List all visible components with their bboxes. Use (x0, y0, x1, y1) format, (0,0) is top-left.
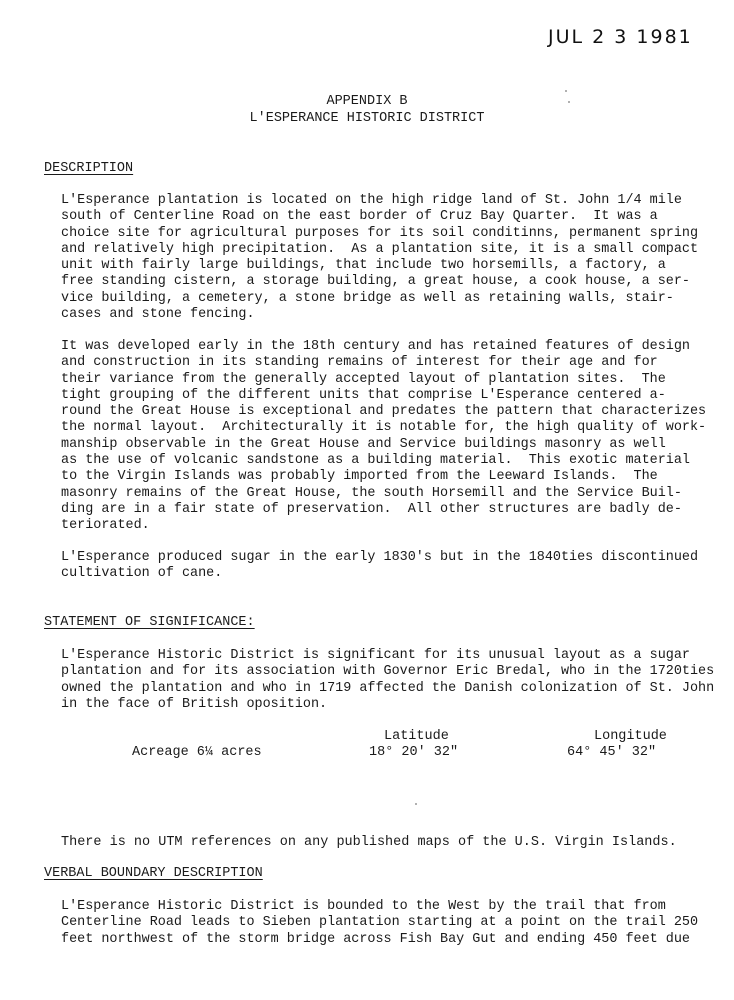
longitude-label: Longitude (594, 729, 667, 744)
scan-speck (565, 90, 567, 92)
scan-speck (415, 803, 417, 805)
date-stamp: JUL 2 3 1981 (548, 26, 693, 48)
description-paragraph-3: L'Esperance produced sugar in the early 1830's but in the 1840ties discontinued cultivation of cane. (61, 550, 699, 582)
significance-paragraph: L'Esperance Historic District is significant for its unusual layout as a sugar plantation and for its association with Governor Eric Bredal, who in the 1720ties owned the plantation and who in 1719 affected the Danish colonization of St. John in the face of British oposition. (61, 648, 715, 712)
utm-note: There is no UTM references on any published maps of the U.S. Virgin Islands. (61, 835, 677, 850)
boundary-heading: VERBAL BOUNDARY DESCRIPTION (44, 866, 263, 881)
scan-speck (568, 101, 570, 103)
description-paragraph-1: L'Esperance plantation is located on the high ridge land of St. John 1/4 mile south of Centerline Road on the east border of Cruz Bay Quarter. It was a choice site for agricultural purposes for its soil conditinns, permanent spring and relatively high precipitation. As a plantation site, it is a small compact unit with fairly large buildings, that include two horsemills, a factory, a free standing cistern, a storage building, a great house, a cook house, a ser- vice building, a cemetery, a stone bridge as well as retaining walls, stair- cases and stone fencing. (61, 193, 699, 323)
appendix-label: APPENDIX B (326, 94, 408, 109)
significance-heading: STATEMENT OF SIGNIFICANCE: (44, 615, 255, 630)
document-title: L'ESPERANCE HISTORIC DISTRICT (249, 111, 485, 126)
boundary-paragraph: L'Esperance Historic District is bounded to the West by the trail that from Centerline Road leads to Sieben plantation starting at a point on the trail 250 feet northwest of the storm bridge across Fish Bay Gut and ending 450 feet due (61, 899, 699, 947)
description-paragraph-2: It was developed early in the 18th century and has retained features of design and construction in its standing remains of interest for their age and for their variance from the generally accepted layout of plantation sites. The tight grouping of the different units that comprise L'Esperance centered a- round the Great House is exceptional and predates the pattern that characterizes the normal layout. Architecturally it is notable for, the high quality of work- manship observable in the Great House and Service buildings masonry as well as the use of volcanic sandstone as a building material. This exotic material to the Virgin Islands was probably imported from the Leeward Islands. The masonry remains of the Great House, the south Horsemill and the Service Buil- ding are in a fair state of preservation. All other structures are badly de- teriorated. (61, 339, 707, 534)
description-heading: DESCRIPTION (44, 161, 134, 176)
longitude-value: 64° 45' 32" (567, 745, 657, 760)
latitude-value: 18° 20' 32" (369, 745, 459, 760)
acreage-text: Acreage 6¼ acres (132, 745, 262, 760)
latitude-label: Latitude (384, 729, 449, 744)
